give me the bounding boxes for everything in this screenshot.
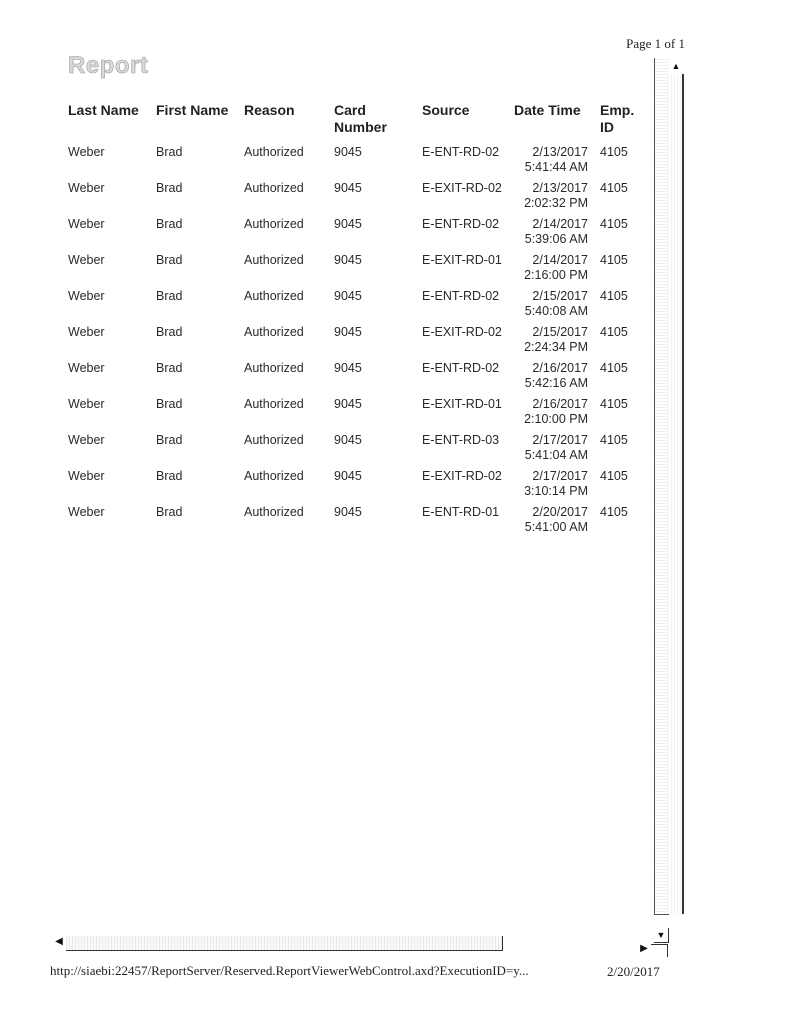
cell-card-number: 9045 — [334, 469, 362, 483]
horizontal-scrollbar-track[interactable] — [66, 936, 503, 951]
report-table — [62, 98, 656, 538]
vertical-scrollbar-track[interactable] — [668, 74, 684, 914]
cell-first-name: Brad — [156, 469, 183, 483]
table-header-row — [62, 98, 656, 142]
cell-first-name: Brad — [156, 217, 183, 231]
cell-reason: Authorized — [244, 145, 304, 159]
cell-reason: Authorized — [244, 289, 304, 303]
cell-reason: Authorized — [244, 181, 304, 195]
cell-date: 2/14/2017 — [532, 217, 588, 231]
cell-source: E-ENT-RD-03 — [422, 433, 500, 447]
cell-emp-id: 4105 — [600, 397, 628, 411]
cell-first-name: Brad — [156, 145, 183, 159]
cell-time: 5:42:16 AM — [524, 376, 588, 390]
cell-time: 2:02:32 PM — [524, 196, 588, 210]
scroll-down-arrow-icon[interactable]: ▼ — [654, 928, 669, 943]
cell-date: 2/15/2017 — [532, 289, 588, 303]
cell-time: 2:24:34 PM — [524, 340, 588, 354]
cell-source: E-EXIT-RD-02 — [422, 181, 502, 195]
cell-card-number: 9045 — [334, 145, 362, 159]
cell-first-name: Brad — [156, 181, 183, 195]
cell-last-name: Weber — [68, 361, 105, 375]
cell-date: 2/14/2017 — [532, 253, 588, 267]
cell-date: 2/13/2017 — [532, 145, 588, 159]
cell-last-name: Weber — [68, 181, 105, 195]
cell-date-time — [508, 322, 594, 358]
table-row — [62, 394, 656, 430]
table-row — [62, 250, 656, 286]
cell-emp-id: 4105 — [600, 181, 628, 195]
table-row — [62, 178, 656, 214]
cell-date: 2/20/2017 — [532, 505, 588, 519]
scroll-up-arrow-icon[interactable]: ▲ — [671, 61, 681, 71]
column-header-source: Source — [422, 102, 470, 118]
cell-emp-id: 4105 — [600, 289, 628, 303]
cell-date-time — [508, 214, 594, 250]
cell-time: 2:16:00 PM — [524, 268, 588, 282]
cell-emp-id: 4105 — [600, 217, 628, 231]
cell-card-number: 9045 — [334, 397, 362, 411]
cell-time: 5:41:44 AM — [524, 160, 588, 174]
table-row — [62, 430, 656, 466]
cell-source: E-ENT-RD-02 — [422, 361, 500, 375]
table-row — [62, 358, 656, 394]
cell-card-number: 9045 — [334, 217, 362, 231]
scroll-right-arrow-icon[interactable]: ▶ — [640, 942, 648, 954]
cell-emp-id: 4105 — [600, 325, 628, 339]
cell-emp-id: 4105 — [600, 433, 628, 447]
cell-reason: Authorized — [244, 253, 304, 267]
cell-source: E-EXIT-RD-01 — [422, 253, 502, 267]
cell-last-name: Weber — [68, 397, 105, 411]
cell-last-name: Weber — [68, 217, 105, 231]
cell-date-time — [508, 286, 594, 322]
cell-card-number: 9045 — [334, 181, 362, 195]
cell-last-name: Weber — [68, 325, 105, 339]
cell-first-name: Brad — [156, 433, 183, 447]
cell-date: 2/13/2017 — [532, 181, 588, 195]
cell-reason: Authorized — [244, 469, 304, 483]
cell-source: E-ENT-RD-02 — [422, 289, 500, 303]
column-header-reason: Reason — [244, 102, 295, 118]
cell-time: 2:10:00 PM — [524, 412, 588, 426]
cell-time: 3:10:14 PM — [524, 484, 588, 498]
table-row — [62, 142, 656, 178]
cell-last-name: Weber — [68, 145, 105, 159]
column-header-card-number: Card Number — [334, 102, 387, 135]
cell-reason: Authorized — [244, 217, 304, 231]
cell-last-name: Weber — [68, 253, 105, 267]
cell-first-name: Brad — [156, 361, 183, 375]
cell-card-number: 9045 — [334, 361, 362, 375]
column-header-emp-id: Emp. ID — [600, 102, 635, 135]
cell-last-name: Weber — [68, 289, 105, 303]
cell-date: 2/17/2017 — [532, 469, 588, 483]
cell-card-number: 9045 — [334, 253, 362, 267]
cell-date: 2/16/2017 — [532, 397, 588, 411]
footer-date: 2/20/2017 — [607, 964, 660, 979]
cell-date-time — [508, 358, 594, 394]
cell-card-number: 9045 — [334, 325, 362, 339]
cell-reason: Authorized — [244, 397, 304, 411]
cell-date-time — [508, 430, 594, 466]
cell-date-time — [508, 178, 594, 214]
cell-card-number: 9045 — [334, 433, 362, 447]
cell-card-number: 9045 — [334, 289, 362, 303]
cell-first-name: Brad — [156, 253, 183, 267]
cell-emp-id: 4105 — [600, 361, 628, 375]
cell-time: 5:41:00 AM — [524, 520, 588, 534]
cell-date: 2/15/2017 — [532, 325, 588, 339]
cell-emp-id: 4105 — [600, 505, 628, 519]
cell-reason: Authorized — [244, 325, 304, 339]
cell-source: E-ENT-RD-02 — [422, 145, 500, 159]
cell-date-time — [508, 142, 594, 178]
cell-time: 5:41:04 AM — [524, 448, 588, 462]
cell-last-name: Weber — [68, 469, 105, 483]
cell-source: E-ENT-RD-01 — [422, 505, 500, 519]
cell-emp-id: 4105 — [600, 145, 628, 159]
cell-reason: Authorized — [244, 361, 304, 375]
vertical-scrollbar-frame — [654, 58, 669, 915]
table-row — [62, 214, 656, 250]
report-title: Report — [68, 52, 149, 79]
column-header-last-name: Last Name — [68, 102, 139, 118]
cell-date-time — [508, 394, 594, 430]
cell-source: E-EXIT-RD-01 — [422, 397, 502, 411]
column-header-date-time: Date Time — [514, 102, 581, 118]
table-body — [62, 142, 656, 538]
scroll-left-arrow-icon[interactable]: ◀ — [55, 935, 63, 947]
cell-time: 5:40:08 AM — [524, 304, 588, 318]
cell-emp-id: 4105 — [600, 469, 628, 483]
cell-source: E-ENT-RD-02 — [422, 217, 500, 231]
cell-time: 5:39:06 AM — [524, 232, 588, 246]
footer-url: http://siaebi:22457/ReportServer/Reserved.ReportViewerWebControl.axd?ExecutionID=y... — [50, 963, 529, 978]
cell-first-name: Brad — [156, 505, 183, 519]
table-row — [62, 466, 656, 502]
cell-date-time — [508, 250, 594, 286]
cell-source: E-EXIT-RD-02 — [422, 325, 502, 339]
cell-first-name: Brad — [156, 325, 183, 339]
cell-last-name: Weber — [68, 505, 105, 519]
cell-date-time — [508, 502, 594, 538]
cell-card-number: 9045 — [334, 505, 362, 519]
cell-date-time — [508, 466, 594, 502]
cell-reason: Authorized — [244, 433, 304, 447]
page-number-label: Page 1 of 1 — [626, 36, 685, 51]
cell-last-name: Weber — [68, 433, 105, 447]
scrollbar-corner — [651, 944, 668, 957]
column-header-first-name: First Name — [156, 102, 229, 118]
table-row — [62, 502, 656, 538]
table-row — [62, 286, 656, 322]
table-row — [62, 322, 656, 358]
cell-date: 2/17/2017 — [532, 433, 588, 447]
cell-first-name: Brad — [156, 397, 183, 411]
cell-source: E-EXIT-RD-02 — [422, 469, 502, 483]
cell-date: 2/16/2017 — [532, 361, 588, 375]
cell-emp-id: 4105 — [600, 253, 628, 267]
cell-first-name: Brad — [156, 289, 183, 303]
cell-reason: Authorized — [244, 505, 304, 519]
